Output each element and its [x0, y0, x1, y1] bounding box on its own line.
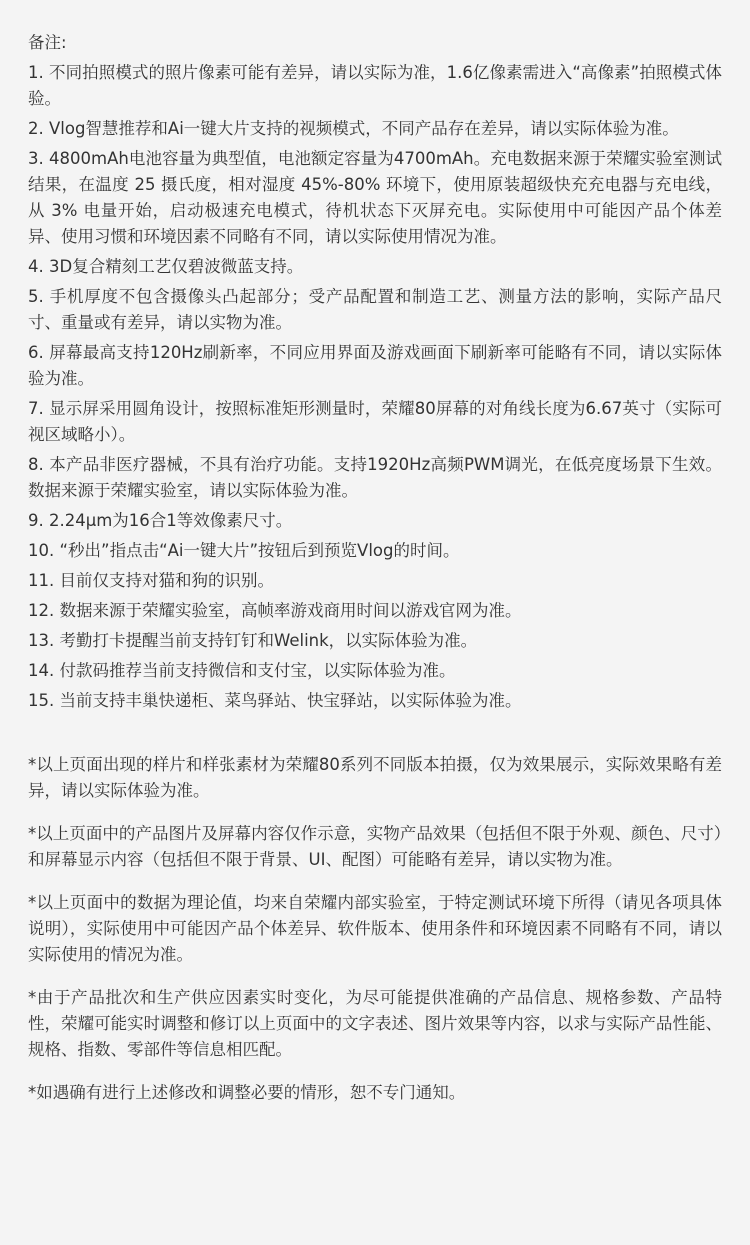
disclaimer-section	[28, 752, 722, 1106]
note-item-12: 12. 数据来源于荣耀实验室，高帧率游戏商用时间以游戏官网为准。	[28, 601, 522, 620]
note-item-5: 5. 手机厚度不包含摄像头凸起部分；受产品配置和制造工艺、测量方法的影响，实际产品尺寸、重量或有差异，请以实物为准。	[28, 287, 722, 332]
note-item-11: 11. 目前仅支持对猫和狗的识别。	[28, 571, 274, 590]
disclaimer-content-changes: *由于产品批次和生产供应因素实时变化，为尽可能提供准确的产品信息、规格参数、产品特性，荣耀可能实时调整和修订以上页面中的文字表述、图片效果等内容，以求与实际产品性能、规格、指数、零部件等信息相匹配。	[28, 988, 722, 1059]
note-item-8: 8. 本产品非医疗器械，不具有治疗功能。支持1920Hz高频PWM调光，在低亮度场景下生效。数据来源于荣耀实验室，请以实际体验为准。	[28, 455, 722, 500]
notes-list	[28, 60, 722, 714]
note-item-2: 2. Vlog智慧推荐和Ai一键大片支持的视频模式，不同产品存在差异，请以实际体验为准。	[28, 119, 679, 138]
note-item-9: 9. 2.24μm为16合1等效像素尺寸。	[28, 511, 293, 530]
note-item-3: 3. 4800mAh电池容量为典型值，电池额定容量为4700mAh。充电数据来源于荣耀实验室测试结果，在温度 25 摄氏度，相对湿度 45%-80% 环境下，使用原装超级快充充电器与充电线，从 3% 电量开始，启动极速充电模式，待机状态下灭屏充电。实际使用中可能因产品个体差异、使用习惯和环境因素不同略有不同，请以实际使用情况为准。	[28, 149, 722, 246]
note-item-14: 14. 付款码推荐当前支持微信和支付宝，以实际体验为准。	[28, 661, 456, 680]
disclaimer-product-images: *以上页面中的产品图片及屏幕内容仅作示意，实物产品效果（包括但不限于外观、颜色、尺寸）和屏幕显示内容（包括但不限于背景、UI、配图）可能略有差异，请以实物为准。	[28, 824, 722, 869]
disclaimer-no-notice: *如遇确有进行上述修改和调整必要的情形，恕不专门通知。	[28, 1083, 466, 1102]
note-item-7: 7. 显示屏采用圆角设计，按照标准矩形测量时，荣耀80屏幕的对角线长度为6.67英寸（实际可视区域略小）。	[28, 399, 722, 444]
disclaimer-sample-photos: *以上页面出现的样片和样张素材为荣耀80系列不同版本拍摄，仅为效果展示，实际效果略有差异，请以实际体验为准。	[28, 755, 722, 800]
note-item-1: 1. 不同拍照模式的照片像素可能有差异，请以实际为准，1.6亿像素需进入“高像素”拍照模式体验。	[28, 63, 722, 108]
note-item-4: 4. 3D复合精刻工艺仅碧波微蓝支持。	[28, 257, 304, 276]
notes-heading: 备注:	[28, 33, 67, 52]
disclaimer-theoretical-data: *以上页面中的数据为理论值，均来自荣耀内部实验室，于特定测试环境下所得（请见各项具体说明），实际使用中可能因产品个体差异、软件版本、使用条件和环境因素不同略有不同，请以实际使用的情况为准。	[28, 893, 722, 964]
note-item-10: 10. “秒出”指点击“Ai一键大片”按钮后到预览Vlog的时间。	[28, 541, 460, 560]
note-item-13: 13. 考勤打卡提醒当前支持钉钉和Welink，以实际体验为准。	[28, 631, 478, 650]
note-item-15: 15. 当前支持丰巢快递柜、菜鸟驿站、快宝驿站，以实际体验为准。	[28, 691, 522, 710]
note-item-6: 6. 屏幕最高支持120Hz刷新率，不同应用界面及游戏画面下刷新率可能略有不同，请以实际体验为准。	[28, 343, 722, 388]
